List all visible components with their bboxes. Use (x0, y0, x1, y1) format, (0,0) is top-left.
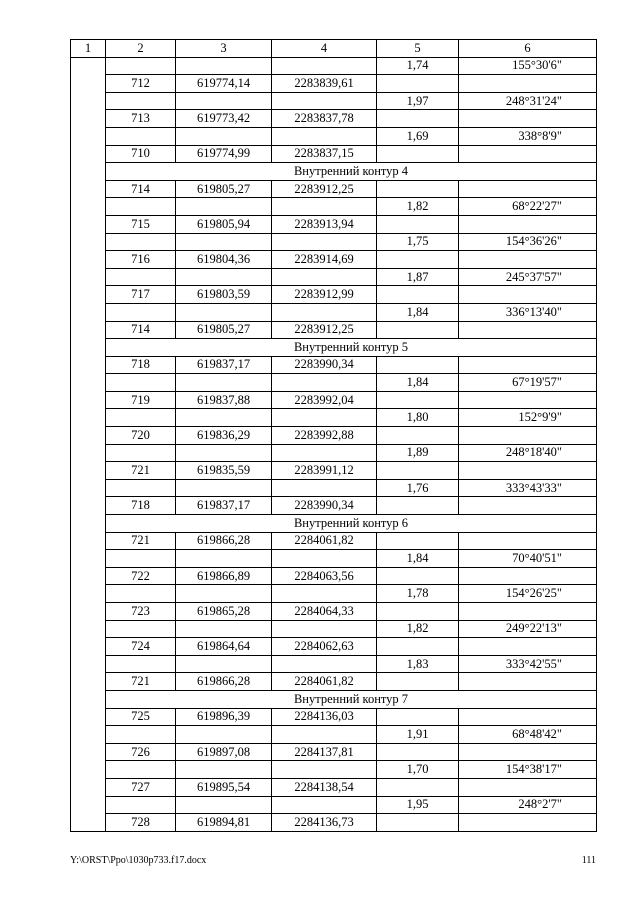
empty-cell (106, 127, 176, 145)
empty-cell (106, 620, 176, 638)
point-row (71, 497, 597, 515)
footer-file-path: Y:\ORST\Ppo\1030p733.f17.docx (70, 855, 207, 866)
point-number: 722 (106, 567, 176, 585)
point-number: 718 (106, 356, 176, 374)
empty-cell (459, 532, 597, 550)
empty-cell (272, 444, 377, 462)
empty-cell (272, 726, 377, 744)
segment-row (71, 303, 597, 321)
empty-cell (377, 391, 459, 409)
coord-y: 2283990,34 (272, 497, 377, 515)
empty-cell (272, 585, 377, 603)
coord-y: 2283912,99 (272, 286, 377, 304)
empty-cell (176, 550, 272, 568)
coord-x: 619837,88 (176, 391, 272, 409)
point-row (71, 251, 597, 269)
header-cell: 2 (106, 40, 176, 58)
coord-x: 619864,64 (176, 638, 272, 656)
point-row (71, 814, 597, 832)
point-number: 723 (106, 603, 176, 621)
empty-cell (106, 479, 176, 497)
segment-length: 1,82 (377, 198, 459, 216)
segment-length: 1,84 (377, 374, 459, 392)
coord-x: 619897,08 (176, 743, 272, 761)
empty-cell (377, 286, 459, 304)
segment-row (71, 479, 597, 497)
empty-cell (459, 251, 597, 269)
empty-cell (176, 198, 272, 216)
empty-cell (176, 620, 272, 638)
empty-cell (377, 567, 459, 585)
coordinates-table (70, 39, 597, 832)
empty-cell (459, 673, 597, 691)
point-number: 715 (106, 215, 176, 233)
point-number: 714 (106, 180, 176, 198)
empty-cell (377, 708, 459, 726)
coord-y: 2283913,94 (272, 215, 377, 233)
coord-x: 619894,81 (176, 814, 272, 832)
empty-cell (176, 303, 272, 321)
empty-cell (377, 814, 459, 832)
point-row (71, 391, 597, 409)
coord-y: 2284138,54 (272, 778, 377, 796)
table-body (71, 57, 597, 831)
segment-length: 1,97 (377, 92, 459, 110)
empty-cell (377, 75, 459, 93)
point-number: 718 (106, 497, 176, 515)
empty-cell (377, 145, 459, 163)
empty-cell (106, 550, 176, 568)
point-row (71, 75, 597, 93)
contour-label: Внутренний контур 5 (106, 339, 597, 357)
coord-x: 619896,39 (176, 708, 272, 726)
empty-cell (106, 409, 176, 427)
empty-cell (176, 409, 272, 427)
empty-cell (459, 708, 597, 726)
empty-cell (272, 479, 377, 497)
segment-row (71, 655, 597, 673)
empty-cell (176, 268, 272, 286)
direction-angle: 249°22'13" (459, 620, 597, 638)
coord-y: 2284136,73 (272, 814, 377, 832)
empty-cell (459, 778, 597, 796)
point-number: 717 (106, 286, 176, 304)
segment-length: 1,70 (377, 761, 459, 779)
empty-cell (176, 374, 272, 392)
empty-cell (459, 814, 597, 832)
segment-length: 1,84 (377, 550, 459, 568)
direction-angle: 248°2'7" (459, 796, 597, 814)
coord-y: 2283991,12 (272, 462, 377, 480)
segment-row (71, 444, 597, 462)
direction-angle: 336°13'40" (459, 303, 597, 321)
segment-row (71, 127, 597, 145)
empty-cell (176, 655, 272, 673)
empty-cell (176, 444, 272, 462)
contour-row (71, 690, 597, 708)
point-number: 712 (106, 75, 176, 93)
point-number: 710 (106, 145, 176, 163)
direction-angle: 248°31'24" (459, 92, 597, 110)
header-cell: 1 (71, 40, 106, 58)
empty-cell (459, 638, 597, 656)
segment-row (71, 374, 597, 392)
coord-x: 619805,27 (176, 321, 272, 339)
empty-cell (272, 409, 377, 427)
segment-row (71, 233, 597, 251)
empty-cell (377, 180, 459, 198)
direction-angle: 248°18'40" (459, 444, 597, 462)
coord-x: 619865,28 (176, 603, 272, 621)
coord-x: 619866,28 (176, 532, 272, 550)
point-row (71, 603, 597, 621)
point-number: 714 (106, 321, 176, 339)
point-row (71, 356, 597, 374)
empty-cell (106, 198, 176, 216)
empty-cell (377, 110, 459, 128)
coord-y: 2284063,56 (272, 567, 377, 585)
point-row (71, 567, 597, 585)
point-row (71, 708, 597, 726)
coord-x: 619805,27 (176, 180, 272, 198)
segment-length: 1,83 (377, 655, 459, 673)
segment-length: 1,80 (377, 409, 459, 427)
empty-cell (106, 92, 176, 110)
empty-cell (106, 585, 176, 603)
coord-y: 2283992,04 (272, 391, 377, 409)
empty-cell (377, 497, 459, 515)
empty-cell (377, 673, 459, 691)
section-number-cell (71, 57, 106, 831)
empty-cell (377, 778, 459, 796)
coord-x: 619774,14 (176, 75, 272, 93)
segment-row (71, 550, 597, 568)
segment-row (71, 409, 597, 427)
direction-angle: 152°9'9" (459, 409, 597, 427)
segment-row (71, 198, 597, 216)
contour-row (71, 339, 597, 357)
empty-cell (272, 655, 377, 673)
empty-cell (459, 743, 597, 761)
empty-cell (459, 75, 597, 93)
coord-y: 2283990,34 (272, 356, 377, 374)
point-number: 721 (106, 673, 176, 691)
coord-y: 2284064,33 (272, 603, 377, 621)
empty-cell (176, 127, 272, 145)
empty-cell (272, 550, 377, 568)
contour-row (71, 163, 597, 181)
empty-cell (106, 796, 176, 814)
empty-cell (459, 180, 597, 198)
empty-cell (377, 215, 459, 233)
point-number: 726 (106, 743, 176, 761)
segment-length: 1,82 (377, 620, 459, 638)
contour-row (71, 515, 597, 533)
empty-cell (459, 567, 597, 585)
empty-cell (106, 268, 176, 286)
segment-row (71, 726, 597, 744)
empty-cell (377, 638, 459, 656)
empty-cell (272, 198, 377, 216)
coord-x: 619866,89 (176, 567, 272, 585)
direction-angle: 154°26'25" (459, 585, 597, 603)
segment-row (71, 620, 597, 638)
empty-cell (272, 268, 377, 286)
point-row (71, 427, 597, 445)
empty-cell (106, 761, 176, 779)
empty-cell (272, 761, 377, 779)
table-header-row (71, 40, 597, 58)
empty-cell (459, 110, 597, 128)
coord-y: 2283992,88 (272, 427, 377, 445)
coord-x: 619773,42 (176, 110, 272, 128)
coord-y: 2284137,81 (272, 743, 377, 761)
coord-x: 619774,99 (176, 145, 272, 163)
coord-y: 2284136,03 (272, 708, 377, 726)
coord-x: 619804,36 (176, 251, 272, 269)
empty-cell (459, 145, 597, 163)
empty-cell (106, 57, 176, 75)
coord-y: 2283839,61 (272, 75, 377, 93)
point-row (71, 673, 597, 691)
empty-cell (272, 57, 377, 75)
coord-x: 619866,28 (176, 673, 272, 691)
contour-label: Внутренний контур 4 (106, 163, 597, 181)
coord-x: 619895,54 (176, 778, 272, 796)
point-number: 720 (106, 427, 176, 445)
direction-angle: 333°42'55" (459, 655, 597, 673)
coord-y: 2284061,82 (272, 673, 377, 691)
empty-cell (176, 796, 272, 814)
header-cell: 5 (377, 40, 459, 58)
direction-angle: 67°19'57" (459, 374, 597, 392)
point-row (71, 778, 597, 796)
point-row (71, 180, 597, 198)
empty-cell (272, 303, 377, 321)
segment-length: 1,89 (377, 444, 459, 462)
point-number: 713 (106, 110, 176, 128)
point-row (71, 743, 597, 761)
segment-row (71, 268, 597, 286)
empty-cell (176, 479, 272, 497)
direction-angle: 154°36'26" (459, 233, 597, 251)
coord-y: 2284062,63 (272, 638, 377, 656)
empty-cell (176, 233, 272, 251)
empty-cell (459, 391, 597, 409)
point-row (71, 110, 597, 128)
direction-angle: 155°30'6" (459, 57, 597, 75)
coord-y: 2283837,15 (272, 145, 377, 163)
direction-angle: 333°43'33" (459, 479, 597, 497)
empty-cell (459, 497, 597, 515)
coord-x: 619837,17 (176, 497, 272, 515)
empty-cell (459, 321, 597, 339)
empty-cell (272, 796, 377, 814)
segment-length: 1,91 (377, 726, 459, 744)
segment-length: 1,95 (377, 796, 459, 814)
segment-length: 1,87 (377, 268, 459, 286)
empty-cell (377, 603, 459, 621)
segment-row (71, 761, 597, 779)
coord-x: 619835,59 (176, 462, 272, 480)
empty-cell (459, 427, 597, 445)
empty-cell (377, 321, 459, 339)
point-number: 716 (106, 251, 176, 269)
point-number: 728 (106, 814, 176, 832)
coord-x: 619805,94 (176, 215, 272, 233)
empty-cell (106, 374, 176, 392)
coord-y: 2283912,25 (272, 180, 377, 198)
point-row (71, 321, 597, 339)
direction-angle: 70°40'51" (459, 550, 597, 568)
empty-cell (377, 462, 459, 480)
empty-cell (377, 251, 459, 269)
empty-cell (272, 233, 377, 251)
point-number: 725 (106, 708, 176, 726)
empty-cell (272, 127, 377, 145)
point-number: 724 (106, 638, 176, 656)
direction-angle: 68°22'27" (459, 198, 597, 216)
segment-length: 1,74 (377, 57, 459, 75)
empty-cell (272, 620, 377, 638)
header-cell: 3 (176, 40, 272, 58)
point-row (71, 215, 597, 233)
segment-row (71, 585, 597, 603)
segment-length: 1,76 (377, 479, 459, 497)
coord-y: 2283912,25 (272, 321, 377, 339)
empty-cell (459, 356, 597, 374)
empty-cell (272, 374, 377, 392)
empty-cell (106, 726, 176, 744)
empty-cell (176, 761, 272, 779)
empty-cell (377, 356, 459, 374)
point-number: 721 (106, 462, 176, 480)
empty-cell (459, 462, 597, 480)
direction-angle: 338°8'9" (459, 127, 597, 145)
empty-cell (272, 92, 377, 110)
empty-cell (106, 655, 176, 673)
contour-label: Внутренний контур 7 (106, 690, 597, 708)
empty-cell (106, 303, 176, 321)
segment-length: 1,84 (377, 303, 459, 321)
empty-cell (377, 743, 459, 761)
empty-cell (176, 726, 272, 744)
empty-cell (377, 427, 459, 445)
segment-length: 1,78 (377, 585, 459, 603)
coord-y: 2284061,82 (272, 532, 377, 550)
direction-angle: 154°38'17" (459, 761, 597, 779)
empty-cell (106, 444, 176, 462)
segment-row (71, 796, 597, 814)
segment-length: 1,69 (377, 127, 459, 145)
point-row (71, 462, 597, 480)
empty-cell (459, 215, 597, 233)
point-number: 721 (106, 532, 176, 550)
segment-row (71, 57, 597, 75)
empty-cell (377, 532, 459, 550)
coord-x: 619837,17 (176, 356, 272, 374)
empty-cell (106, 233, 176, 251)
point-number: 727 (106, 778, 176, 796)
empty-cell (459, 603, 597, 621)
header-cell: 6 (459, 40, 597, 58)
point-number: 719 (106, 391, 176, 409)
point-row (71, 145, 597, 163)
point-row (71, 532, 597, 550)
coord-y: 2283837,78 (272, 110, 377, 128)
coord-x: 619836,29 (176, 427, 272, 445)
empty-cell (176, 585, 272, 603)
empty-cell (176, 92, 272, 110)
coord-x: 619803,59 (176, 286, 272, 304)
empty-cell (459, 286, 597, 304)
direction-angle: 68°48'42" (459, 726, 597, 744)
direction-angle: 245°37'57" (459, 268, 597, 286)
coord-y: 2283914,69 (272, 251, 377, 269)
point-row (71, 286, 597, 304)
page-number: 111 (581, 855, 596, 866)
segment-length: 1,75 (377, 233, 459, 251)
contour-label: Внутренний контур 6 (106, 515, 597, 533)
header-cell: 4 (272, 40, 377, 58)
point-row (71, 638, 597, 656)
empty-cell (176, 57, 272, 75)
segment-row (71, 92, 597, 110)
